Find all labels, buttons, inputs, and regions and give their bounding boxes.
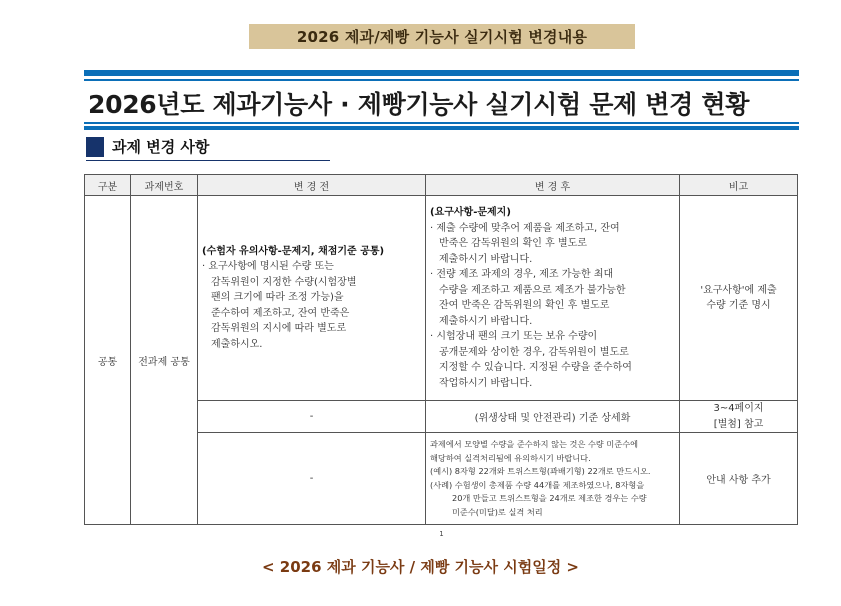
top-banner: 2026 제과/제빵 기능사 실기시험 변경내용	[249, 24, 635, 49]
title-rule-bottom	[84, 126, 799, 130]
header-before: 변 경 전	[198, 175, 426, 196]
note-line: '요구사항'에 제출	[700, 284, 777, 296]
header-note: 비고	[680, 175, 798, 196]
after-line: (예시) 8자형 22개와 트위스트형(꽈배기형) 22개로 만드시오.	[430, 466, 651, 476]
after-line: 해당하여 실격처리됨에 유의하시기 바랍니다.	[430, 452, 591, 463]
note-line: 수량 기준 명시	[706, 300, 771, 311]
note-cell	[680, 401, 798, 433]
table-header-row	[85, 175, 798, 196]
section-marker	[86, 137, 104, 157]
after-line: 공개문제와 상이한 경우, 감독위원이 별도로	[439, 346, 629, 358]
before-line: 제출하시오.	[211, 338, 263, 350]
change-table	[84, 174, 798, 525]
after-line: · 시험장내 팬의 크기 또는 보유 수량이	[430, 331, 598, 342]
after-line: (사례) 수험생이 총제품 수량 44개를 제조하였으나, 8자형을	[430, 479, 645, 490]
before-title: (수험자 유의사항-문제지, 채점기준 공통)	[202, 245, 385, 257]
title-rule-top-thin	[84, 79, 799, 81]
after-title: (요구사항-문제지)	[430, 207, 511, 218]
after-line: 20개 만들고 트위스트형을 24개로 제조한 경우는 수량	[452, 493, 647, 503]
after-line: 제출하시기 바랍니다.	[439, 315, 533, 327]
before-cell	[198, 196, 426, 401]
after-line: 수량을 제조하고 제품으로 제조가 불가능한	[439, 284, 626, 296]
before-line: 준수하여 제조하고, 잔여 반죽은	[211, 307, 350, 319]
table-row	[85, 196, 798, 401]
after-line: 작업하시기 바랍니다.	[439, 377, 533, 389]
after-cell: (위생상태 및 안전관리) 기준 상세화	[426, 401, 680, 433]
header-category: 구분	[85, 175, 131, 196]
after-line: 잔여 반죽은 감독위원의 확인 후 별도로	[439, 300, 610, 311]
after-cell	[426, 196, 680, 401]
document-title: 2026년도 제과기능사 · 제빵기능사 실기시험 문제 변경 현황	[88, 90, 750, 119]
note-line: 3~4페이지	[713, 403, 764, 414]
before-line: 감독위원이 지정한 수량(시험장별	[211, 276, 357, 288]
after-line: 지정할 수 있습니다. 지정된 수량을 준수하여	[439, 362, 632, 373]
section-underline	[86, 160, 330, 161]
note-cell: 안내 사항 추가	[680, 433, 798, 525]
after-line: · 제출 수량에 맞추어 제품을 제조하고, 잔여	[430, 222, 620, 234]
before-line: 감독위원의 지시에 따라 별도로	[211, 323, 347, 335]
before-cell: -	[198, 401, 426, 433]
after-line: 제출하시기 바랍니다.	[439, 253, 533, 265]
before-line: 팬의 크기에 따라 조정 가능)을	[211, 292, 344, 304]
after-cell	[426, 433, 680, 525]
before-line: · 요구사항에 명시된 수량 또는	[202, 261, 334, 273]
after-line: · 전량 제조 과제의 경우, 제조 가능한 최대	[430, 269, 614, 280]
title-rule-bottom-thin	[84, 122, 799, 124]
title-rule-top	[84, 70, 799, 76]
header-task-number: 과제번호	[131, 175, 198, 196]
section-title: 과제 변경 사항	[112, 138, 210, 156]
category-cell: 공통	[85, 196, 131, 525]
document-image	[84, 70, 799, 540]
after-line: 과제에서 모양별 수량을 준수하지 않는 것은 수량 미준수에	[430, 439, 639, 449]
page-number: 1	[439, 530, 444, 538]
note-line: [별첨] 참고	[713, 418, 764, 430]
task-number-cell: 전과제 공통	[131, 196, 198, 525]
after-line: 반죽은 감독위원의 확인 후 별도로	[439, 238, 587, 249]
after-line: 미준수(미달)로 실격 처리	[452, 506, 543, 517]
before-cell: -	[198, 433, 426, 525]
note-cell	[680, 196, 798, 401]
header-after: 변 경 후	[426, 175, 680, 196]
schedule-heading: < 2026 제과 기능사 / 제빵 기능사 시험일정 >	[261, 558, 579, 576]
